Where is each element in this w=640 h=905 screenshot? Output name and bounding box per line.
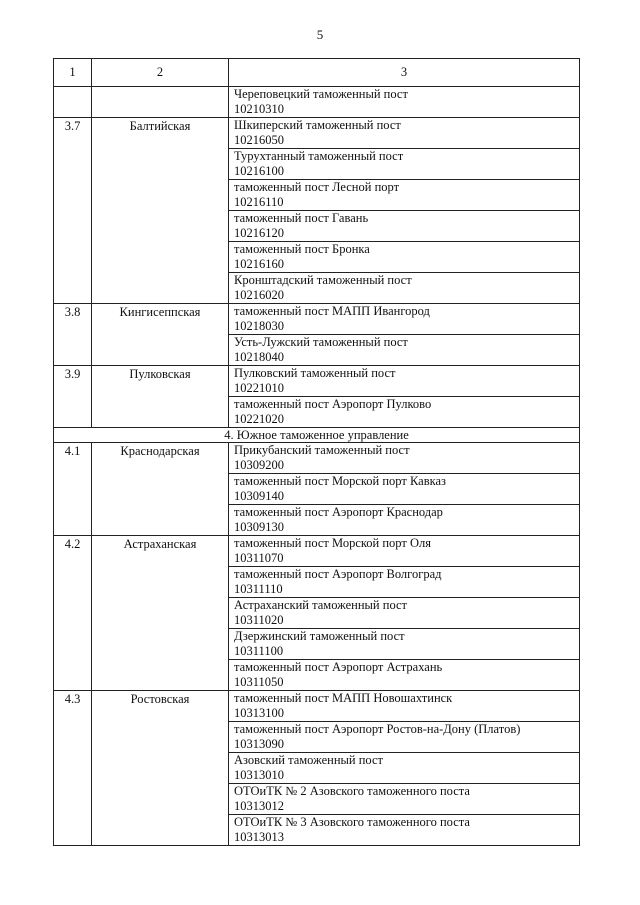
- table-row: [54, 304, 580, 335]
- post-cell: [229, 722, 580, 753]
- post-cell: [229, 691, 580, 722]
- table-row: [54, 691, 580, 722]
- post-code: 10313010: [234, 768, 284, 782]
- post-cell: [229, 87, 580, 118]
- post-name: Дзержинский таможенный пост: [234, 629, 405, 643]
- post-code: 10216160: [234, 257, 284, 271]
- post-cell: [229, 180, 580, 211]
- post-code: 10311020: [234, 613, 284, 627]
- post-cell: [229, 598, 580, 629]
- page-number: 5: [316, 27, 324, 42]
- post-code: 10221020: [234, 412, 284, 426]
- post-cell: [229, 443, 580, 474]
- post-cell: [229, 118, 580, 149]
- row-number-cell: 4.3: [54, 691, 92, 846]
- customs-name-cell: Балтийская: [92, 118, 229, 304]
- post-cell: [229, 366, 580, 397]
- post-code: 10218040: [234, 350, 284, 364]
- post-name: таможенный пост Морской порт Кавказ: [234, 474, 446, 488]
- post-name: таможенный пост Аэропорт Астрахань: [234, 660, 443, 674]
- post-name: Шкиперский таможенный пост: [234, 118, 401, 132]
- column-header-3: 3: [229, 59, 580, 87]
- post-cell: [229, 474, 580, 505]
- table-header-row: [54, 59, 580, 87]
- post-code: 10309140: [234, 489, 284, 503]
- post-code: 10313090: [234, 737, 284, 751]
- post-name: таможенный пост МАПП Новошахтинск: [234, 691, 453, 705]
- empty-number-cell: [54, 87, 92, 118]
- post-cell: [229, 304, 580, 335]
- post-cell: [229, 397, 580, 428]
- post-name: таможенный пост Гавань: [234, 211, 369, 225]
- table-row: [54, 118, 580, 149]
- post-cell: [229, 815, 580, 846]
- post-code: 10309200: [234, 458, 284, 472]
- post-cell: [229, 335, 580, 366]
- post-code: 10311050: [234, 675, 284, 689]
- customs-posts-table: [53, 58, 580, 846]
- post-name: таможенный пост Аэропорт Волгоград: [234, 567, 442, 581]
- post-cell: [229, 536, 580, 567]
- post-code: 10210310: [234, 102, 284, 116]
- customs-name-cell: Кингисеппская: [92, 304, 229, 366]
- post-name: таможенный пост Морской порт Оля: [234, 536, 431, 550]
- post-code: 10216050: [234, 133, 284, 147]
- post-code: 10216020: [234, 288, 284, 302]
- post-code: 10216100: [234, 164, 284, 178]
- post-cell: [229, 273, 580, 304]
- post-code: 10311070: [234, 551, 284, 565]
- post-cell: [229, 149, 580, 180]
- post-code: 10309130: [234, 520, 284, 534]
- table-row: [54, 536, 580, 567]
- post-code: 10216120: [234, 226, 284, 240]
- post-code: 10311110: [234, 582, 283, 596]
- table-row: [54, 366, 580, 397]
- column-header-1: 1: [54, 59, 92, 87]
- post-cell: [229, 505, 580, 536]
- post-name: Астраханский таможенный пост: [234, 598, 408, 612]
- post-code: 10218030: [234, 319, 284, 333]
- post-code: 10313100: [234, 706, 284, 720]
- post-name: Турухтанный таможенный пост: [234, 149, 404, 163]
- post-name: Череповецкий таможенный пост: [234, 87, 408, 101]
- post-name: таможенный пост Аэропорт Краснодар: [234, 505, 443, 519]
- table-row: [54, 87, 580, 118]
- post-cell: [229, 211, 580, 242]
- post-code: 10221010: [234, 381, 284, 395]
- post-name: таможенный пост Аэропорт Пулково: [234, 397, 432, 411]
- post-name: таможенный пост МАПП Ивангород: [234, 304, 430, 318]
- post-cell: [229, 753, 580, 784]
- column-header-2: 2: [92, 59, 229, 87]
- row-number-cell: 3.9: [54, 366, 92, 428]
- post-name: Прикубанский таможенный пост: [234, 443, 410, 457]
- post-name: таможенный пост Аэропорт Ростов-на-Дону (Платов): [234, 722, 521, 736]
- post-code: 10311100: [234, 644, 284, 658]
- post-name: Пулковский таможенный пост: [234, 366, 396, 380]
- customs-name-cell: Краснодарская: [92, 443, 229, 536]
- customs-name-cell: Ростовская: [92, 691, 229, 846]
- post-code: 10216110: [234, 195, 284, 209]
- post-cell: [229, 660, 580, 691]
- section-title: 4. Южное таможенное управление: [54, 428, 580, 443]
- post-cell: [229, 784, 580, 815]
- customs-name-cell: Пулковская: [92, 366, 229, 428]
- post-code: 10313013: [234, 830, 284, 844]
- post-name: Кронштадский таможенный пост: [234, 273, 412, 287]
- table-body: [54, 59, 580, 846]
- post-name: Азовский таможенный пост: [234, 753, 383, 767]
- post-cell: [229, 242, 580, 273]
- row-number-cell: 3.8: [54, 304, 92, 366]
- post-name: Усть-Лужский таможенный пост: [234, 335, 408, 349]
- post-name: таможенный пост Лесной порт: [234, 180, 400, 194]
- row-number-cell: 4.1: [54, 443, 92, 536]
- customs-name-cell: Астраханская: [92, 536, 229, 691]
- row-number-cell: 4.2: [54, 536, 92, 691]
- section-row: [54, 428, 580, 443]
- post-name: таможенный пост Бронка: [234, 242, 370, 256]
- post-name: ОТОиТК № 3 Азовского таможенного поста: [234, 815, 470, 829]
- post-cell: [229, 567, 580, 598]
- empty-customs-cell: [92, 87, 229, 118]
- post-cell: [229, 629, 580, 660]
- row-number-cell: 3.7: [54, 118, 92, 304]
- table-row: [54, 443, 580, 474]
- post-code: 10313012: [234, 799, 284, 813]
- post-name: ОТОиТК № 2 Азовского таможенного поста: [234, 784, 470, 798]
